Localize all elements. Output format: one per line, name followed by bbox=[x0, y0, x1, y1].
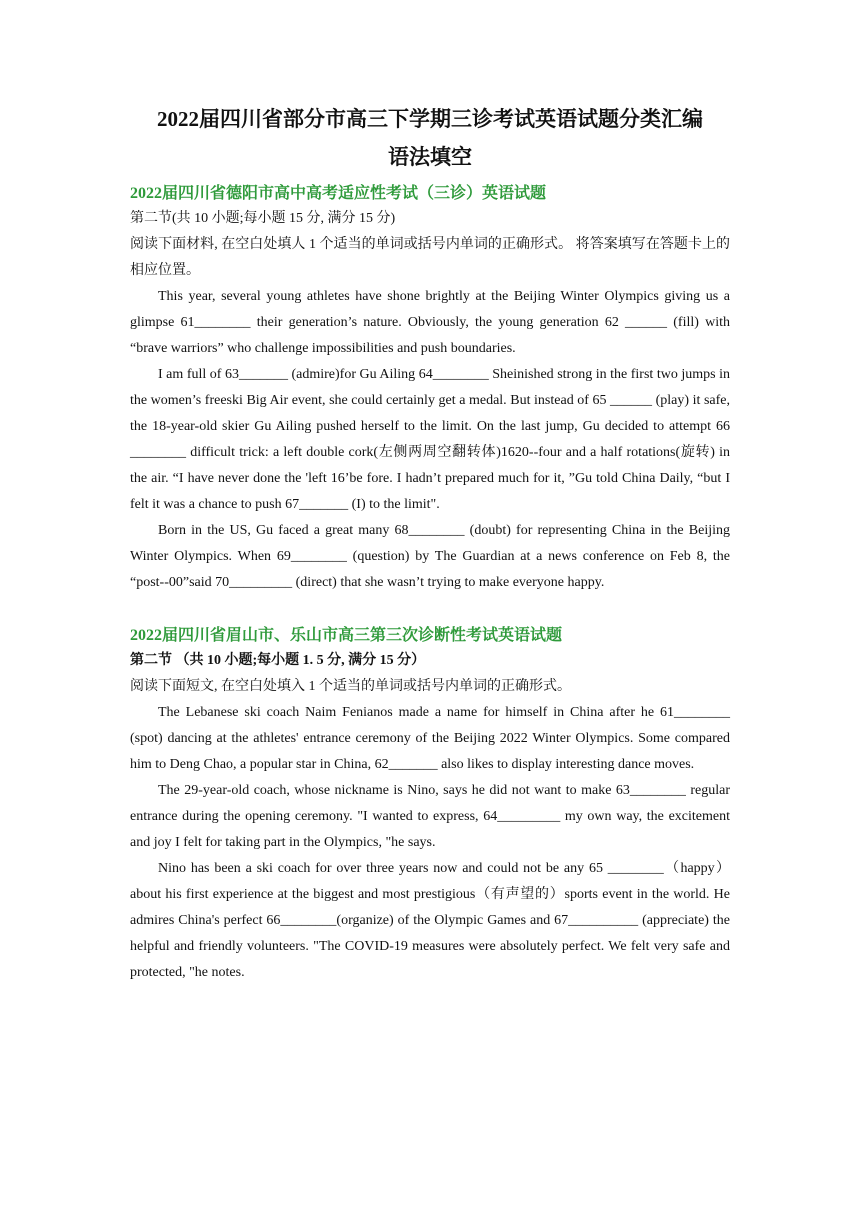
section-2-instruction: 阅读下面短文, 在空白处填入 1 个适当的单词或括号内单词的正确形式。 bbox=[130, 679, 571, 694]
section-1-part: 第二节(共 10 小题;每小题 15 分, 满分 15 分) bbox=[130, 211, 396, 226]
document-subtitle: 语法填空 bbox=[388, 145, 472, 169]
section-2-part: 第二节 （共 10 小题;每小题 1. 5 分, 满分 15 分） bbox=[130, 653, 426, 668]
section-1-paragraph-3: Born in the US, Gu faced a great many 68________ (doubt) for representing China in the Beijing Winter Olympics. When 69________ (question) by The Guardian at a news conference on Feb 8, the “post--00”said 70_________ (direct) that she wasn’t trying to make everyone happy. bbox=[130, 523, 730, 590]
section-1-instruction: 阅读下面材料, 在空白处填人 1 个适当的单词或括号内单词的正确形式。 将答案填写在答题卡上的相应位置。 bbox=[130, 237, 730, 278]
section-2-paragraph-3: Nino has been a ski coach for over three years now and could not be any 65 ________（happy）about his first experience at the biggest and most prestigious（有声望的）sports event in the world. He admires China's perfect 66________(organize) of the Olympic Games and 67__________ (appreciate) the helpful and friendly volunteers. "The COVID-19 measures were absolutely perfect. We felt very safe and protected, "he notes. bbox=[130, 861, 730, 980]
section-2-paragraph-1: The Lebanese ski coach Naim Fenianos made a name for himself in China after he 61________ (spot) dancing at the athletes' entrance ceremony of the Beijing 2022 Winter Olympics. Some compared him to Deng Chao, a popular star in China, 62_______ also likes to display interesting dance moves. bbox=[130, 705, 730, 772]
section-2-paragraph-2: The 29-year-old coach, whose nickname is Nino, says he did not want to make 63________ regular entrance during the opening ceremony. "I wanted to express, 64_________ my own way, the excitement and joy I felt for taking part in the Olympics, "he says. bbox=[130, 783, 730, 850]
document-page bbox=[130, 100, 730, 986]
document-title: 2022届四川省部分市高三下学期三诊考试英语试题分类汇编 bbox=[157, 107, 703, 131]
section-1-heading: 2022届四川省德阳市高中高考适应性考试（三诊）英语试题 bbox=[130, 185, 547, 202]
section-1-paragraph-1: This year, several young athletes have shone brightly at the Beijing Winter Olympics giving us a glimpse 61________ their generation’s nature. Obviously, the young generation 62 ______ (fill) with “brave warriors” who challenge impossibilities and push boundaries. bbox=[130, 289, 730, 356]
section-2-heading: 2022届四川省眉山市、乐山市高三第三次诊断性考试英语试题 bbox=[130, 627, 563, 644]
section-1-paragraph-2: I am full of 63_______ (admire)for Gu Ailing 64________ Sheinished strong in the first two jumps in the women’s freeski Big Air event, she could certainly get a medal. But instead of 65 ______ (play) it safe, the 18-year-old skier Gu Ailing pushed herself to the limit. On the last jump, Gu decided to attempt 66 ________ difficult trick: a left double cork(左侧两周空翻转体)1620--four and a half rotations(旋转) in the air. “I have never done the 'left 16’be fore. I hadn’t prepared much for it, ”Gu told China Daily, “but I felt it was a chance to push 67_______ (I) to the limit". bbox=[130, 367, 730, 512]
